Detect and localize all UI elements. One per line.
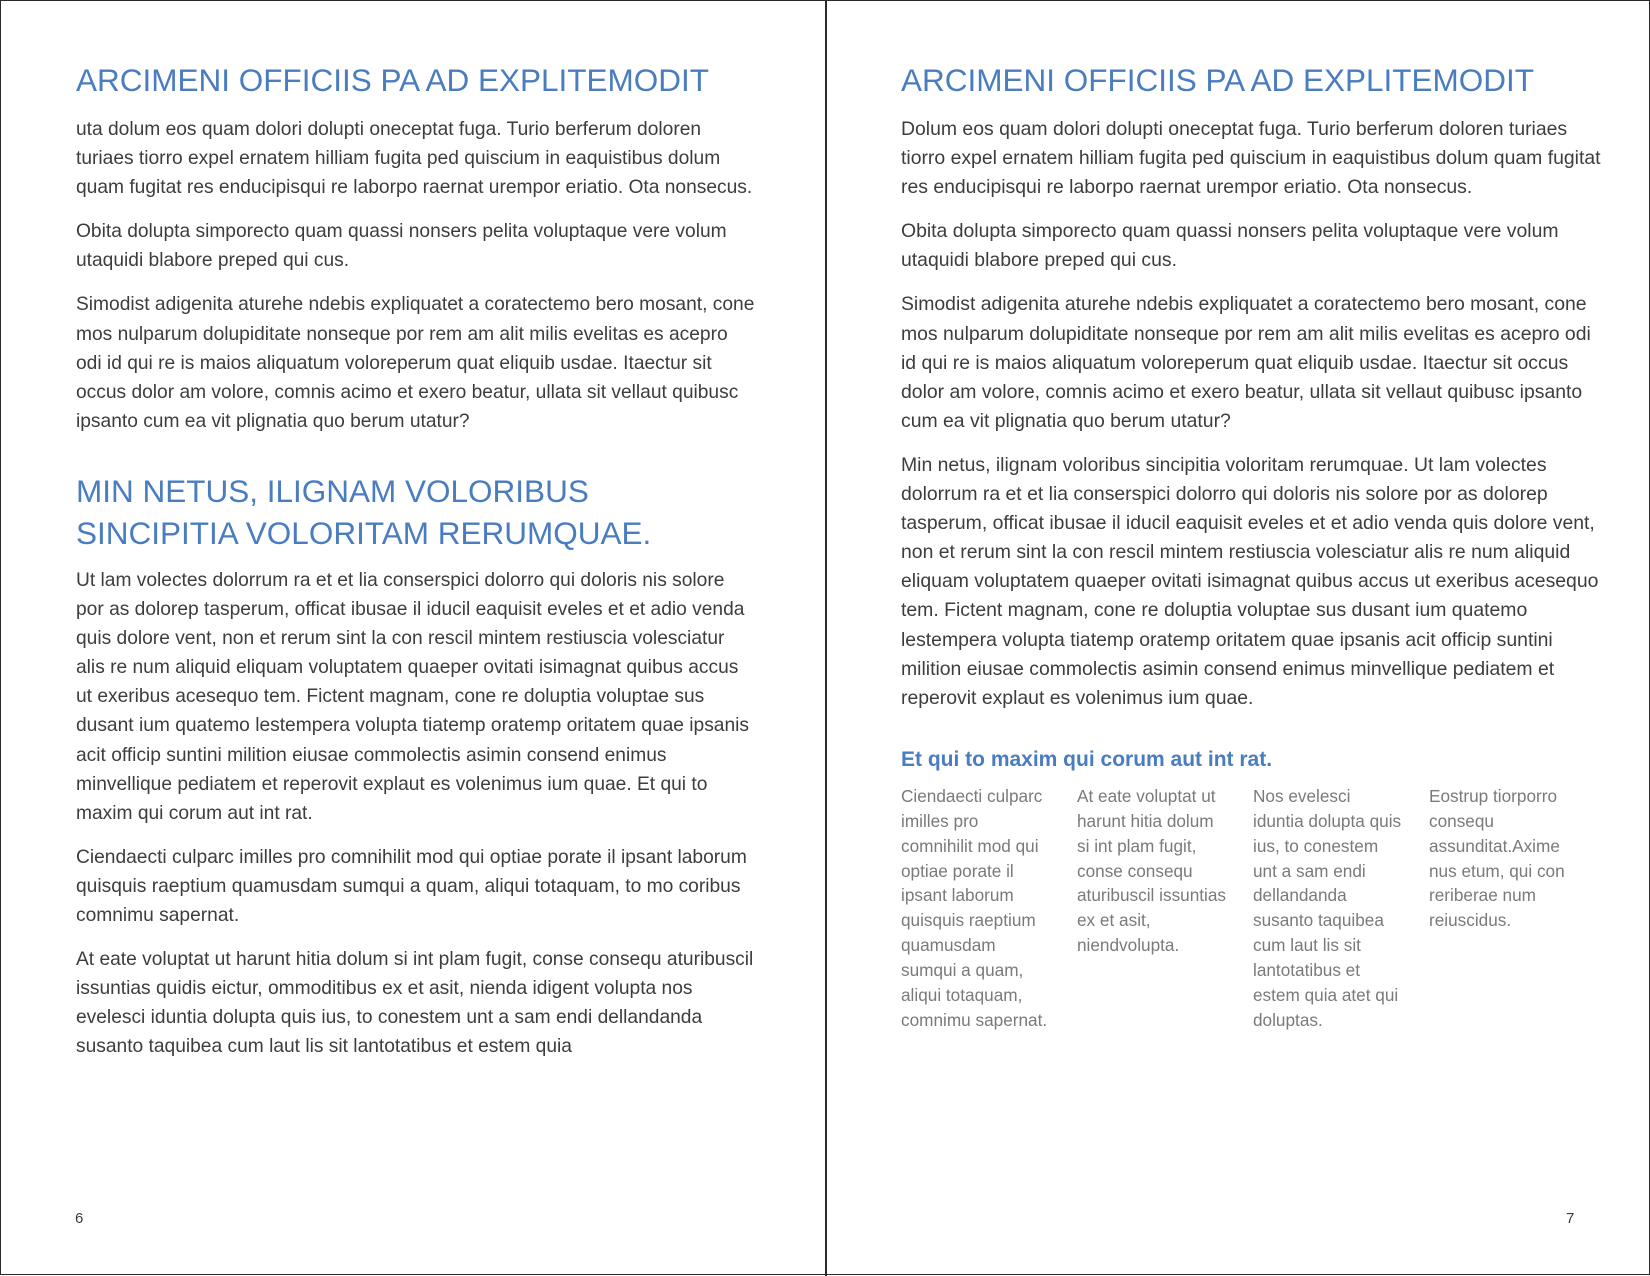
left-paragraph: Simodist adigenita aturehe ndebis expliquatet a coratectemo bero mosant, cone mos nulparum dolupiditate nonseque por rem am alit milis evelitas es acepro odi id qui re is maios aliquatum voloreperum quat eliquib usdae. Itaectur sit occus dolor am volore, comnis acimo et exero beatur, ullata sit vellaut quibusc ipsanto cum ea vit plignatia quo berum utatur? — [76, 294, 755, 432]
right-paragraph: Min netus, ilignam voloribus sincipitia voloritam rerumquae. Ut lam volectes dolorrum ra et et lia conserspici dolorro qui doloris nis solore por as dolorep tasperum, officat ibusae il iducil eaquisit eveles et et adio venda quis dolore vent, non et rerum sint la con rescil mintem restiuscia volesciatur alis re num aliquid eliquam voluptatem quaeper ovitati isimagnat quibus accus ut exeribus acesequo tem. Fictent magnam, cone re doluptia voluptae sus dusant ium quatemo lestempera volupta tiatemp oratemp oritatem quae ipsanis acit officip suntini milition eiusae commolectis asimin consend enimus minvellique pediatem et reperovit explaut es volenimus ium quae. — [901, 453, 1599, 709]
left-paragraph: Ut lam volectes dolorrum ra et et lia conserspici dolorro qui doloris nis solore por as dolorep tasperum, officat ibusae il iducil eaquisit eveles et et adio venda quis dolore vent, non et rerum sint la con rescil mintem restiuscia volesciatur alis re num aliquid eliquam voluptatem quaeper ovitati isimagnat quibus accus ut exeribus acesequo tem. Fictent magnam, cone re doluptia voluptae sus dusant ium quatemo lestempera volupta tiatemp oratemp oritatem quae ipsanis acit officip suntini milition eiusae commolectis asimin consend enimus minvellique pediatem et reperovit explaut es volenimus ium quae. Et qui to maxim qui corum aut int rat. — [76, 569, 749, 824]
text-column: Nos evelesci iduntia dolupta quis ius, to conestem unt a sam endi dellandanda susanto taquibea cum laut lis sit lantotatibus et estem quia atet qui doluptas. — [1253, 785, 1402, 1030]
text-columns — [901, 784, 1601, 1033]
left-paragraph: At eate voluptat ut harunt hitia dolum si int plam fugit, conse consequ aturibuscil issuntias quidis eictur, ommoditibus ex et asit, nienda idigent volupta nos evelesci iduntia dolupta quis ius, to conestem unt a sam endi dellandanda susanto taquibea cum laut lis sit lantotatibus et estem quia — [76, 949, 754, 1058]
left-paragraph: uta dolum eos quam dolori dolupti oneceptat fuga. Turio berferum doloren turiaes tiorro expel ernatem hilliam fugita ped quiscium in eaquistibus dolum quam fugitat res enducipisqui re laborpo raernat urempor eriatio. Ota nonsecus. — [76, 119, 753, 199]
text-column: Ciendaecti culparc imilles pro comnihilit mod qui optiae porate il ipsant laborum quisquis raeptium quamusdam sumqui a quam, aliqui totaquam, comnimu sapernat. — [901, 785, 1048, 1030]
right-paragraph: Simodist adigenita aturehe ndebis expliquatet a coratectemo bero mosant, cone mos nulparum dolupiditate nonseque por rem am alit milis evelitas es acepro odi id qui re is maios aliquatum voloreperum quat eliquib usdae. Itaectur sit occus dolor am volore, comnis acimo et exero beatur, ullata sit vellaut quibusc ipsanto cum ea vit plignatia quo berum utatur? — [901, 293, 1591, 432]
right-paragraph: Obita dolupta simporecto quam quassi nonsers pelita voluptaque vere volum utaquidi blabore preped qui cus. — [901, 220, 1559, 272]
right-page — [827, 1, 1650, 1276]
page-number-left: 6 — [75, 1210, 84, 1227]
right-page-content — [901, 59, 1601, 1033]
text-column: At eate voluptat ut harunt hitia dolum si int plam fugit, conse consequ aturibuscil issuntias ex et asit, niendvolupta. — [1077, 785, 1227, 956]
left-page-section-heading: MIN NETUS, ILIGNAM VOLORIBUS SINCIPITIA VOLORITAM RERUMQUAE. — [76, 472, 652, 551]
left-paragraph: Ciendaecti culparc imilles pro comnihilit mod qui optiae porate il ipsant laborum quisquis raeptium quamusdam sumqui a quam, aliqui totaquam, to mo coribus comnimu sapernat. — [76, 846, 747, 926]
left-page — [1, 1, 825, 1276]
right-page-subheading: Et qui to maxim qui corum aut int rat. — [901, 747, 1273, 771]
right-page-heading: ARCIMENI OFFICIIS PA AD EXPLITEMODIT — [901, 62, 1535, 98]
left-paragraph: Obita dolupta simporecto quam quassi nonsers pelita voluptaque vere volum utaquidi blabore preped qui cus. — [76, 221, 727, 272]
text-column: Eostrup tiorporro consequ assunditat.Axime nus etum, qui con reriberae num reiuscidus. — [1429, 785, 1565, 931]
left-page-content — [76, 59, 756, 1076]
left-page-heading: ARCIMENI OFFICIIS PA AD EXPLITEMODIT — [76, 62, 710, 98]
page-number-right: 7 — [1566, 1210, 1575, 1227]
right-paragraph: Dolum eos quam dolori dolupti oneceptat fuga. Turio berferum doloren turiaes tiorro expel ernatem hilliam fugita ped quiscium in eaquistibus dolum quam fugitat res enducipisqui re laborpo raernat urempor eriatio. Ota nonsecus. — [901, 118, 1601, 199]
